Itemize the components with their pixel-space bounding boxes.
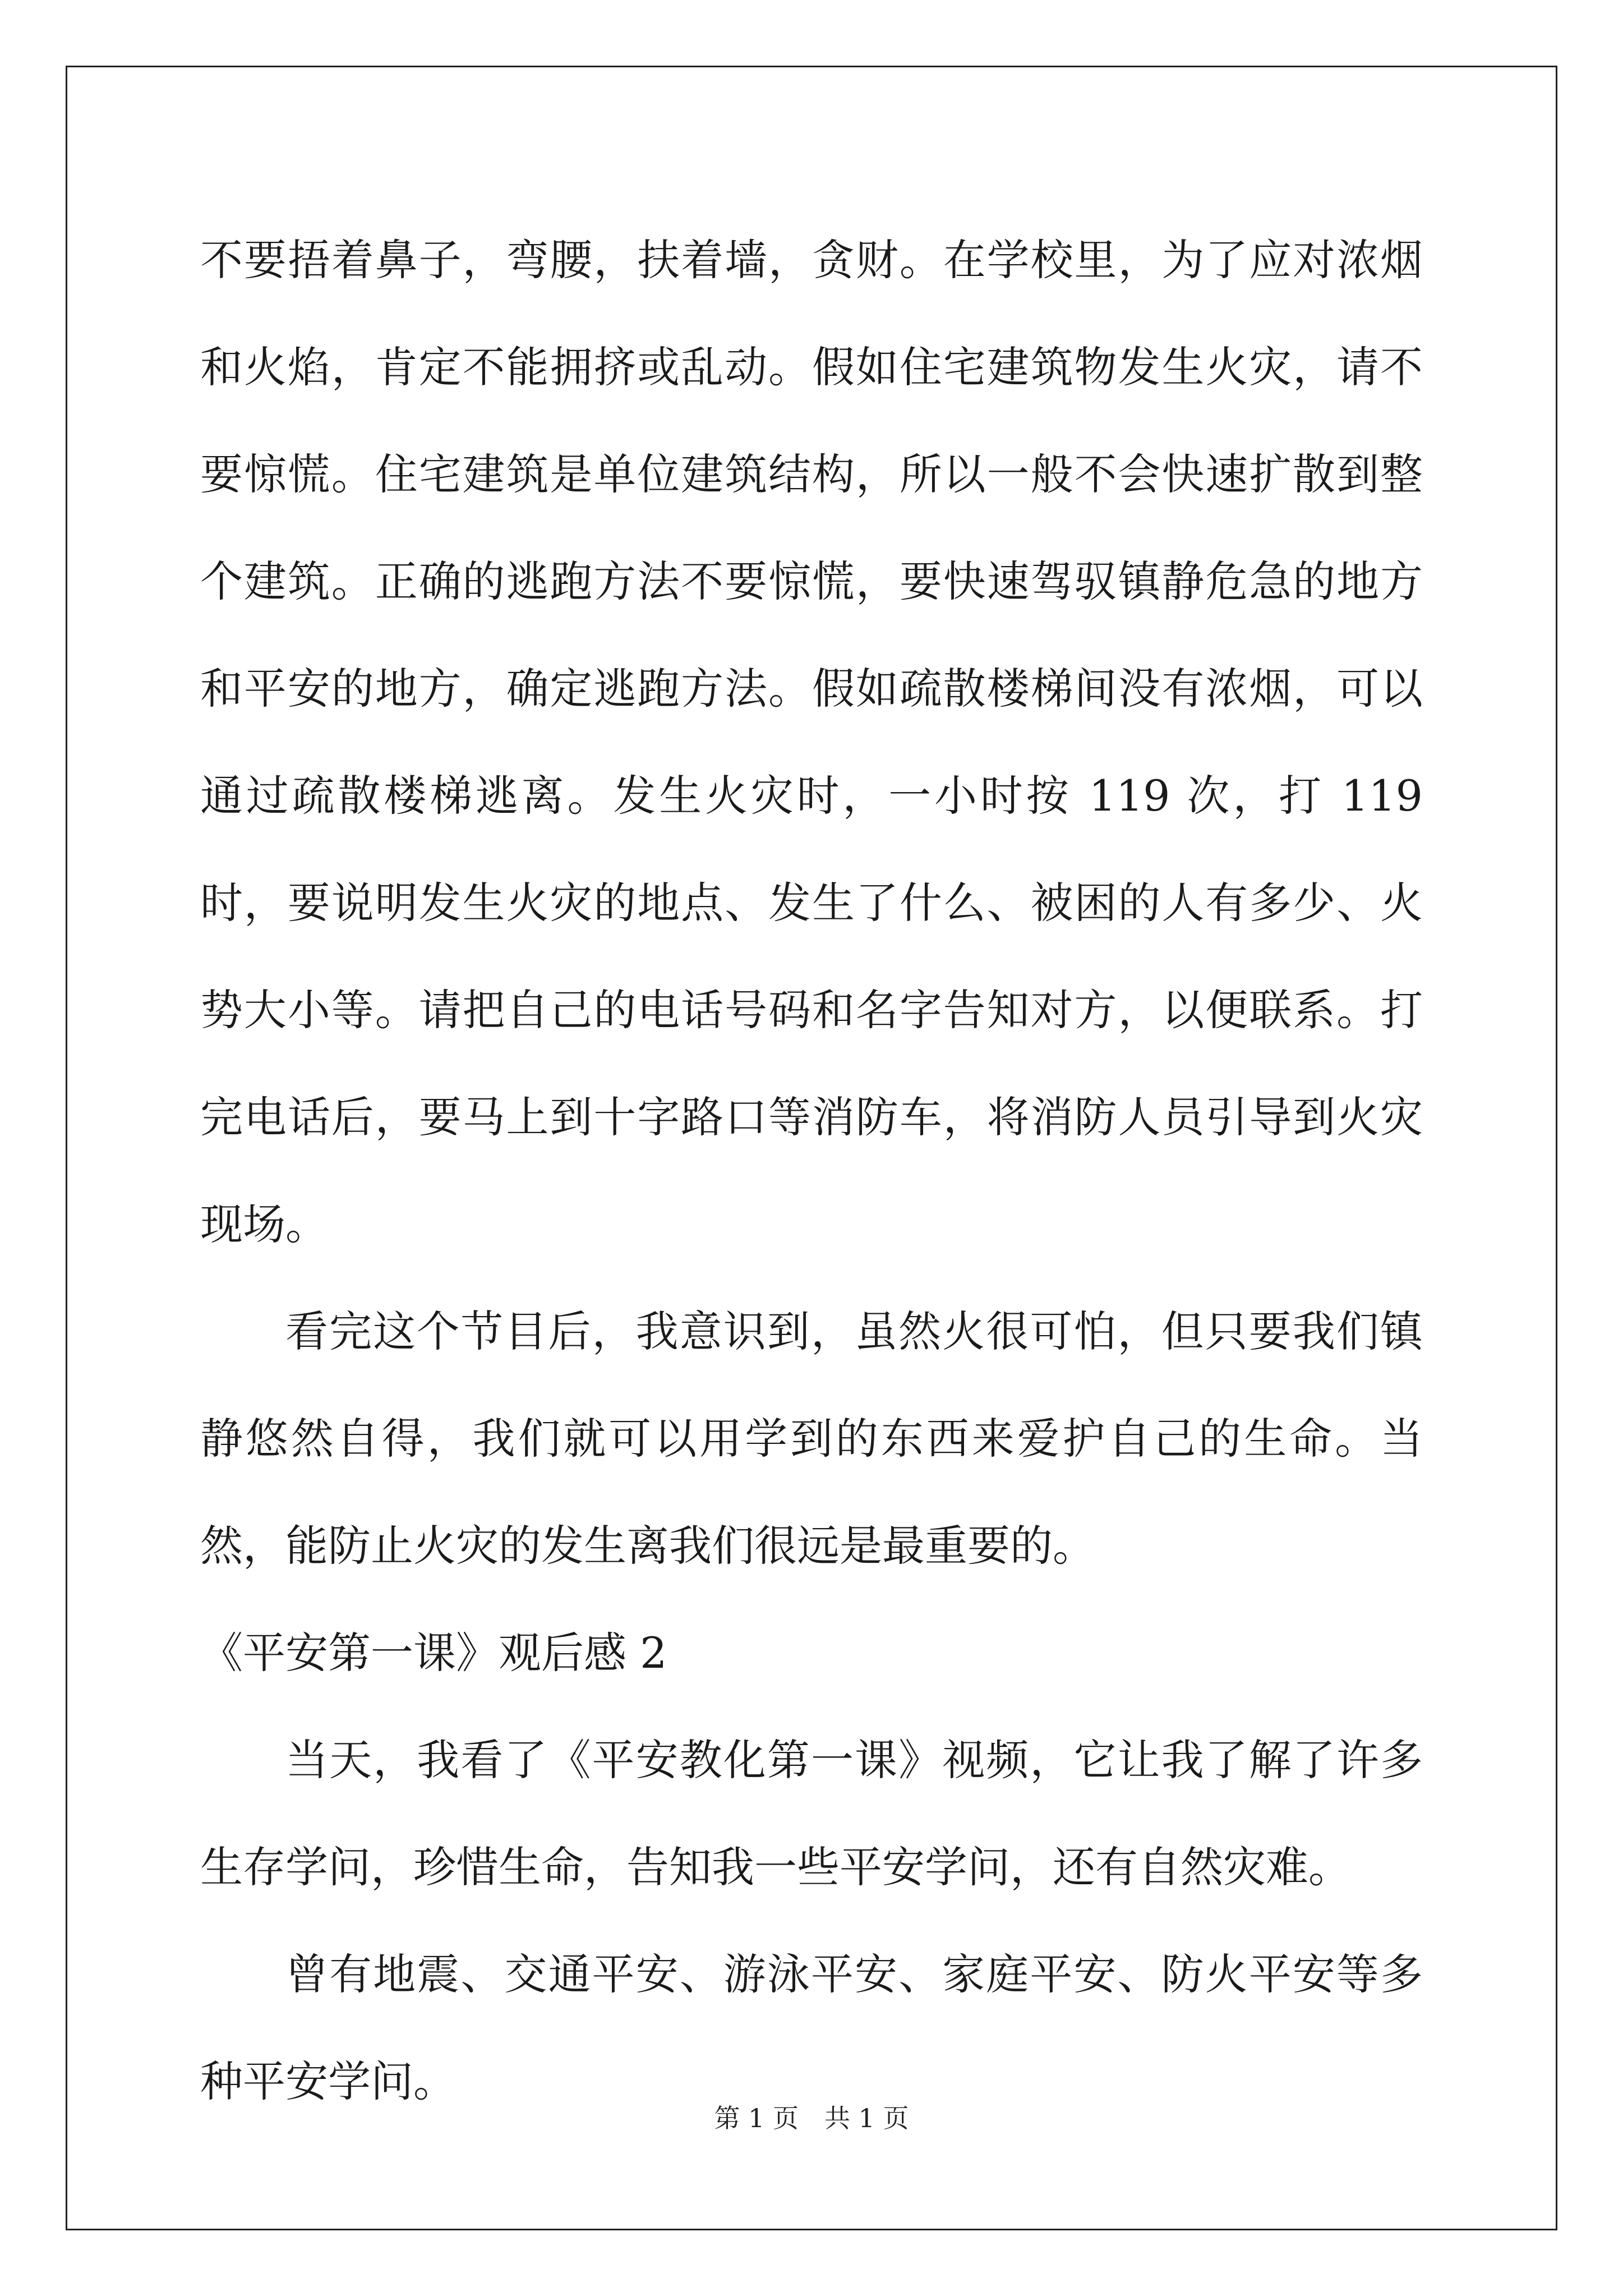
paragraph-safety-topics: 曾有地震、交通平安、游泳平安、家庭平安、防火平安等多种平安学问。 (200, 1949, 1423, 2106)
paragraph-video-intro: 当天，我看了《平安教化第一课》视频，它让我了解了许多生存学问，珍惜生命，告知我一些平安学问，还有自然灾难。 (200, 1735, 1423, 1892)
paragraph-reflection: 看完这个节目后，我意识到，虽然火很可怕，但只要我们镇静悠然自得，我们就可以用学到的东西来爱护自己的生命。当然，能防止火灾的发生离我们很远是最重要的。 (200, 1306, 1423, 1571)
document-body (200, 206, 1423, 2135)
section-heading: 《平安第一课》观后感 2 (200, 1628, 667, 1678)
paragraph-fire-escape: 不要捂着鼻子，弯腰，扶着墙，贪财。在学校里，为了应对浓烟和火焰，肯定不能拥挤或乱动。假如住宅建筑物发生火灾，请不要惊慌。住宅建筑是单位建筑结构，所以一般不会快速扩散到整个建筑。正确的逃跑方法不要惊慌，要快速驾驭镇静危急的地方和平安的地方，确定逃跑方法。假如疏散楼梯间没有浓烟，可以通过疏散楼梯逃离。发生火灾时，一小时按 119 次，打 119 时，要说明发生火灾的地点、发生了什么、被困的人有多少、火势大小等。请把自己的电话号码和名字告知对方，以便联系。打完电话后，要马上到十字路口等消防车，将消防人员引导到火灾现场。 (200, 235, 1423, 1249)
page-number-footer: 第 1 页 共 1 页 (714, 2103, 909, 2133)
